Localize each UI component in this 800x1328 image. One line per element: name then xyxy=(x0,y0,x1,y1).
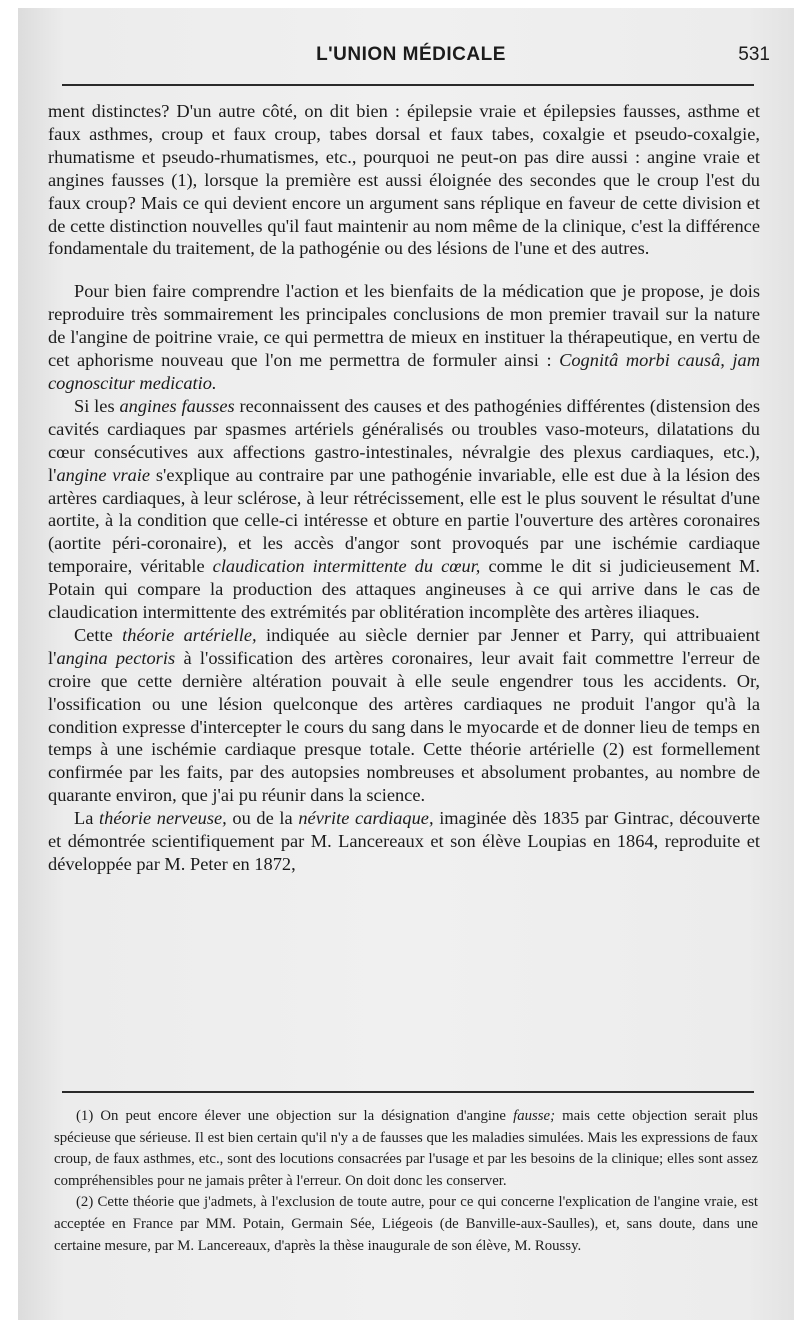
paragraph-5-text-b: ou de la xyxy=(226,808,299,829)
footnote-2 xyxy=(54,1192,758,1257)
paragraph-3-text-b: reconnaissent des causes et des pathogénies différentes (distension des cavités cardiaques par spasmes artériels généralisés ou troubles vaso-moteurs, dilatations du cœur consécutives aux affections gastro-intestinales, névralgie des plexus cardiaques, etc.), l' xyxy=(48,395,760,485)
footnote-1-text-b: mais cette objection serait plus spécieuse que sérieuse. Il est bien certain qu'il n'y a de fausses que les maladies simulées. Mais les expressions de faux croup, de faux asthmes, etc., sont des locutions consacrées par l'usage et par les besoins de la clinique; elles sont assez compréhensibles pour ne jamais prêter à l'erreur. On doit donc les conserver. xyxy=(54,1108,758,1189)
paragraph-4-text-a: Cette xyxy=(74,624,123,645)
document-page xyxy=(18,8,794,1320)
paragraph-4-italic-2: angina pectoris xyxy=(56,647,176,668)
paragraph-4-italic-1: théorie artérielle, xyxy=(122,624,257,645)
footnote-1-italic: fausse; xyxy=(513,1108,555,1124)
paragraph-4 xyxy=(48,624,760,807)
header-rule xyxy=(62,84,754,86)
page-number: 531 xyxy=(738,44,770,65)
paragraph-3-text-a: Si les xyxy=(74,395,120,416)
paragraph-2 xyxy=(48,280,760,395)
paragraph-2-italic: Cognitâ morbi causâ, jam cognoscitur medicatio. xyxy=(48,350,760,393)
paragraph-3-italic-2: angine vraie xyxy=(56,464,151,485)
journal-title: L'UNION MÉDICALE xyxy=(316,44,506,65)
paragraph-5-italic-2: névrite cardiaque, xyxy=(298,808,434,829)
paragraph-3-text-c: s'explique au contraire par une pathogénie invariable, elle est due à la lésion des artères cardiaques, à leur sclérose, à leur rétrécissement, elle est le plus souvent le résultat d'une aortite, à la condition que celle-ci intéresse et obture en partie l'ouverture des artères coronaires (aortite péri-coronaire), et les accès d'angor sont provoqués par une ischémie cardiaque temporaire, véritable xyxy=(48,464,760,577)
footnote-1 xyxy=(54,1106,758,1192)
footnote-1-text-a: (1) On peut encore élever une objection sur la désignation d'angine xyxy=(76,1108,514,1124)
paragraph-4-text-c: à l'ossification des artères coronaires, leur avait fait commettre l'erreur de croire que cette dernière altération pouvait à elle seule engendrer tous les accidents. Or, l'ossification ou une lésion quelconque des artères cardiaques ne produit l'angor qu'à la condition expresse d'intercepter le cours du sang dans le myocarde et de donner lieu de temps en temps à une ischémie cardiaque presque totale. Cette théorie artérielle (2) est formellement confirmée par les faits, par des autopsies nombreuses et absolument probantes, au nombre de quarante environ, que j'ai pu réunir dans la science. xyxy=(48,647,760,806)
paragraph-5-text-c: imaginée dès 1835 par Gintrac, découverte et démontrée scientifiquement par M. Lancereaux et son élève Loupias en 1864, reproduite et développée par M. Peter en 1872, xyxy=(48,808,760,874)
paragraph-2-text: Pour bien faire comprendre l'action et les bienfaits de la médication que je propose, je dois reproduire très sommairement les principales conclusions de mon premier travail sur la nature de l'angine de poitrine vraie, ce qui permettra de mieux en instituer la thérapeutique, en vertu de cet aphorisme nouveau que l'on me permettra de formuler ainsi : xyxy=(48,281,760,371)
paragraph-3 xyxy=(48,395,760,624)
footnote-rule xyxy=(62,1091,754,1093)
paragraph-3-italic-1: angines fausses xyxy=(119,395,235,416)
paragraph-1 xyxy=(48,100,760,260)
footnotes xyxy=(54,1106,758,1257)
paragraph-3-italic-3: claudication intermittente du cœur, xyxy=(212,556,481,577)
paragraph-5 xyxy=(48,807,760,876)
footnote-2-text: (2) Cette théorie que j'admets, à l'exclusion de toute autre, pour ce qui concerne l'explication de l'angine vraie, est acceptée en France par MM. Potain, Germain Sée, Liégeois (de Banville-aux-Saulles), et, sans doute, dans une certaine mesure, par M. Lancereaux, d'après la thèse inaugurale de son élève, M. Roussy. xyxy=(54,1194,758,1254)
paragraph-5-text-a: La xyxy=(74,808,100,829)
paragraph-5-italic-1: théorie nerveuse, xyxy=(99,808,227,829)
paragraph-3-text-d: comme le dit si judicieusement M. Potain qui compare la production des attaques angineuses à ce qui arrive dans le cas de claudication intermittente des extrémités par oblitération incomplète des artères iliaques. xyxy=(48,556,760,623)
main-text xyxy=(48,100,760,876)
paragraph-1-text: ment distinctes? D'un autre côté, on dit bien : épilepsie vraie et épilepsies fausses, asthme et faux asthmes, croup et faux croup, tabes dorsal et faux tabes, coxalgie et pseudo-coxalgie, rhumatisme et pseudo-rhumatismes, etc., pourquoi ne peut-on pas dire aussi : angine vraie et angines fausses (1), lorsque la première est aussi éloignée des secondes que le croup l'est du faux croup? Mais ce qui devient encore un argument sans réplique en faveur de cette division et de cette distinction nouvelles qu'il faut maintenir au nom même de la clinique, c'est la différence fondamentale du traitement, de la pathogénie ou des lésions de l'une et des autres. xyxy=(48,101,760,259)
running-header xyxy=(52,44,770,74)
paragraph-4-text-b: indiquée au siècle dernier par Jenner et Parry, qui attribuaient l' xyxy=(48,624,760,668)
